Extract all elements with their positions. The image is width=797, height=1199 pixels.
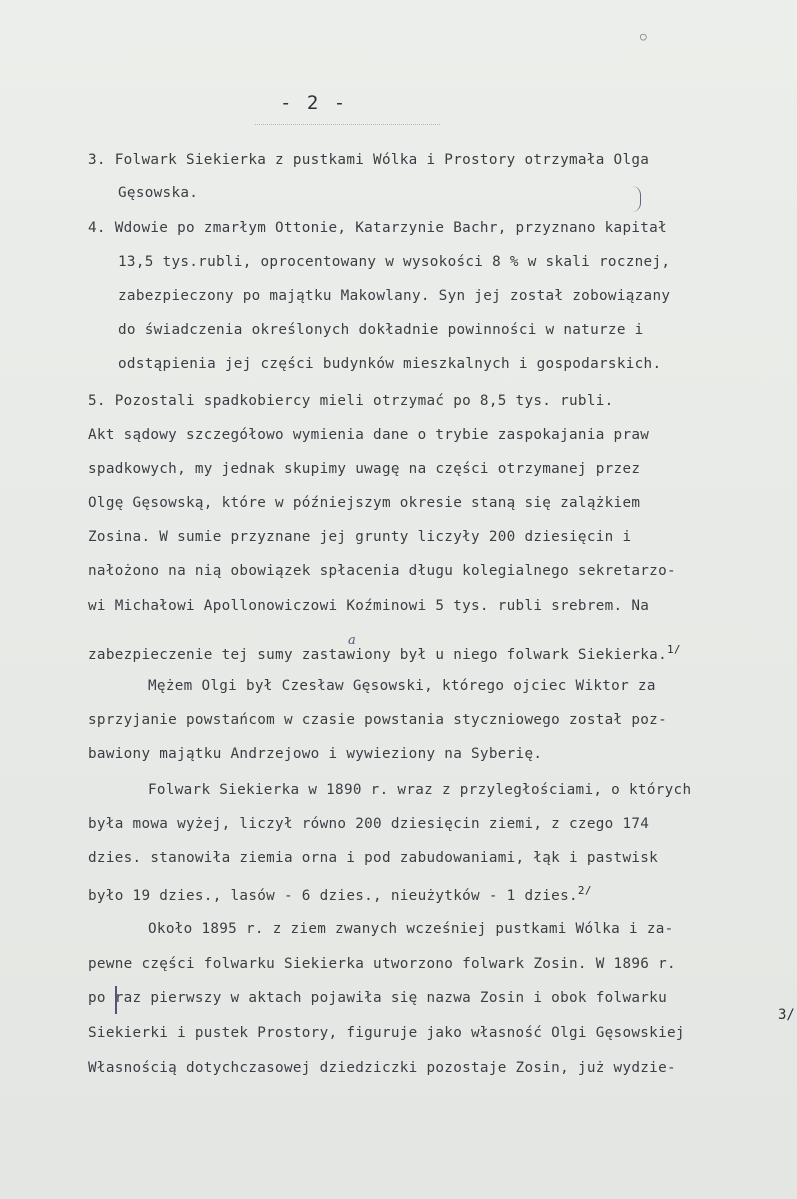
text-line: Własnością dotychczasowej dziedziczki pozostaje Zosin, już wydzie-	[88, 1060, 676, 1076]
footnote-ref-2: 2/	[577, 884, 592, 897]
margin-mark: ○	[640, 30, 647, 43]
page-number: - 2 -	[280, 92, 348, 114]
text-line: dzies. stanowiła ziemia orna i pod zabudowaniami, łąk i pastwisk	[88, 850, 659, 866]
text-line: 13,5 tys.rubli, oprocentowany w wysokości 8 % w skali rocznej,	[118, 254, 671, 270]
text-line: Olgę Gęsowską, które w późniejszym okresie staną się zalążkiem	[88, 495, 641, 511]
text-line: Siekierki i pustek Prostory, figuruje jako własność Olgi Gęsowskiej	[88, 1025, 685, 1041]
text-line: bawiony majątku Andrzejowo i wywieziony na Syberię.	[88, 746, 543, 762]
text-line: po raz pierwszy w aktach pojawiła się nazwa Zosin i obok folwarku	[88, 990, 667, 1006]
text-line: zabezpieczony po majątku Makowlany. Syn jej został zobowiązany	[118, 288, 671, 304]
text-line: nałożono na nią obowiązek spłacenia długu kolegialnego sekretarzo-	[88, 563, 676, 579]
handwritten-correction-a: a	[348, 633, 356, 648]
text-line: 3. Folwark Siekierka z pustkami Wólka i Prostory otrzymała Olga	[88, 152, 650, 168]
text-line-with-footnote	[88, 643, 681, 663]
text-line: Zosina. W sumie przyznane jej grunty liczyły 200 dziesięcin i	[88, 529, 632, 545]
text-line-with-footnote	[88, 884, 592, 904]
text-line: wi Michałowi Apollonowiczowi Koźminowi 5 tys. rubli srebrem. Na	[88, 598, 650, 614]
text-line: Około 1895 r. z ziem zwanych wcześniej pustkami Wólka i za-	[148, 921, 674, 937]
text-line: Folwark Siekierka w 1890 r. wraz z przyległościami, o których	[148, 782, 692, 798]
footnote-ref-1: 1/	[666, 643, 681, 656]
text-line: odstąpienia jej części budynków mieszkalnych i gospodarskich.	[118, 356, 662, 372]
text-line: była mowa wyżej, liczył równo 200 dziesięcin ziemi, z czego 174	[88, 816, 650, 832]
text-line: Gęsowska.	[118, 185, 199, 201]
margin-note-3: 3/	[778, 1007, 795, 1023]
text-line: 4. Wdowie po zmarłym Ottonie, Katarzynie Bachr, przyznano kapitał	[88, 220, 667, 236]
handwritten-parenthesis-mark	[632, 186, 641, 212]
text-line: zabezpieczenie tej sumy zastawiony był u niego folwark Siekierka.	[88, 646, 667, 663]
text-line: spadkowych, my jednak skupimy uwagę na części otrzymanej przez	[88, 461, 641, 477]
text-line: do świadczenia określonych dokładnie powinności w naturze i	[118, 322, 644, 338]
text-line: sprzyjanie powstańcom w czasie powstania styczniowego został poz-	[88, 712, 667, 728]
header-rule	[255, 124, 440, 125]
text-line: było 19 dzies., lasów - 6 dzies., nieużytków - 1 dzies.	[88, 887, 578, 904]
text-line: Akt sądowy szczegółowo wymienia dane o trybie zaspokajania praw	[88, 427, 650, 443]
text-line: Mężem Olgi był Czesław Gęsowski, którego ojciec Wiktor za	[148, 678, 656, 694]
text-line: 5. Pozostali spadkobiercy mieli otrzymać po 8,5 tys. rubli.	[88, 393, 614, 409]
text-line: pewne części folwarku Siekierka utworzono folwark Zosin. W 1896 r.	[88, 956, 676, 972]
